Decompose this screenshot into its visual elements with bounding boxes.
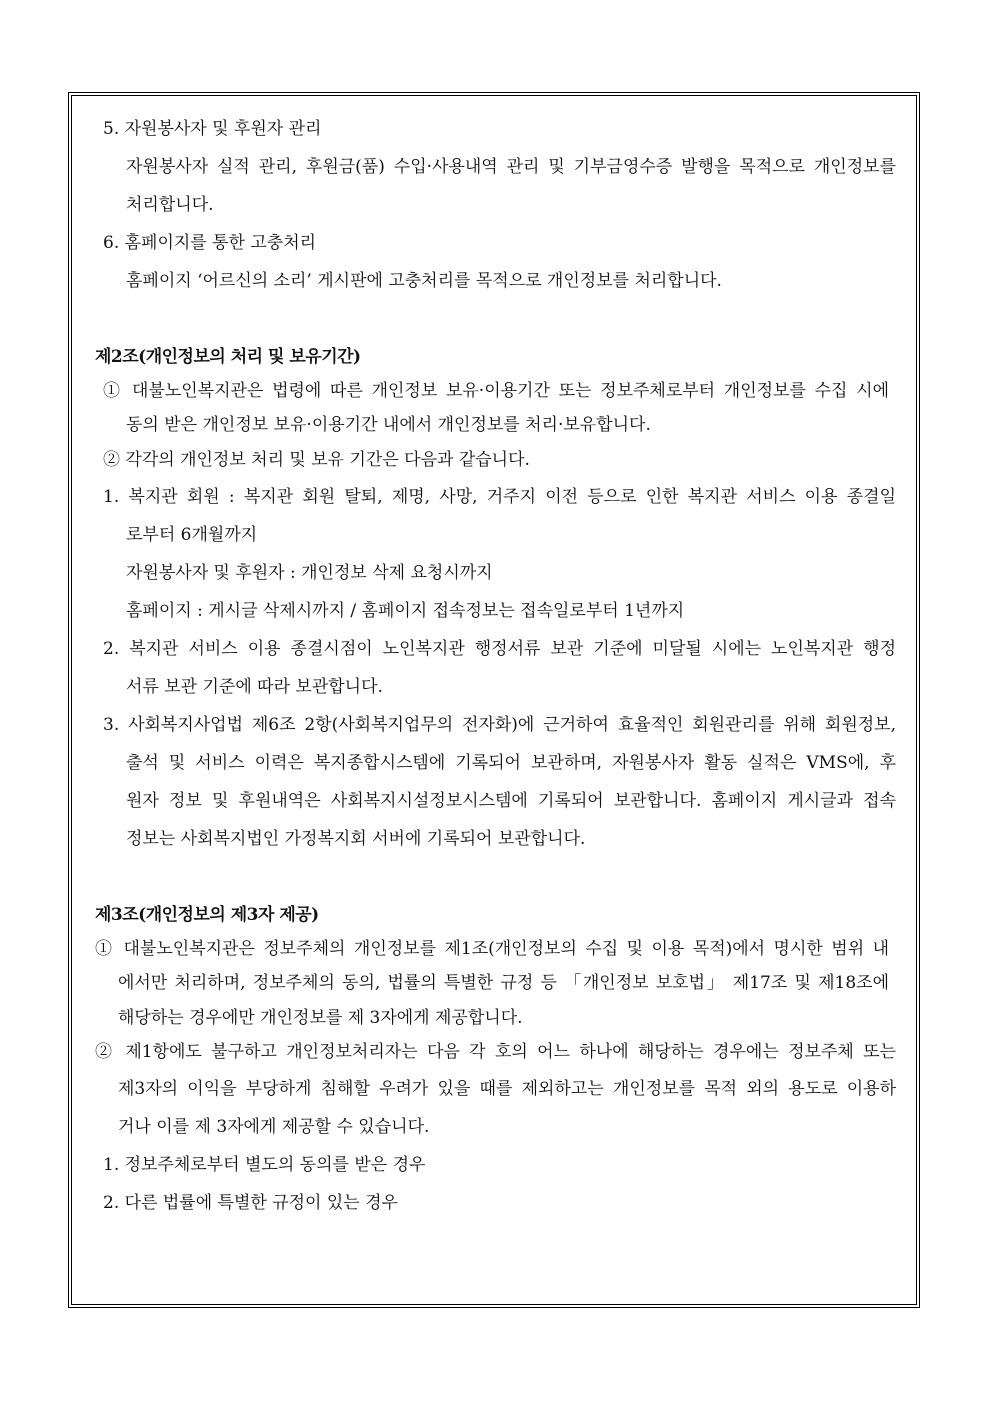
article-2-item-3-line1: 3. 사회복지사업법 제6조 2항(사회복지업무의 전자화)에 근거하여 효율적인 회원관리를 위해 회원정보,: [103, 715, 896, 735]
article-2-item-1-line4: 홈페이지 : 게시글 삭제시까지 / 홈페이지 접속정보는 접속일로부터 1년까지: [126, 601, 685, 621]
item-6-title: 6. 홈페이지를 통한 고충처리: [103, 233, 317, 253]
article-2-item-1-line3: 자원봉사자 및 후원자 : 개인정보 삭제 요청시까지: [126, 563, 493, 583]
article-2-item-2-line1: 2. 복지관 서비스 이용 종결시점이 노인복지관 행정서류 보관 기준에 미달될 시에는 노인복지관 행정: [103, 639, 896, 659]
article-2-heading: 제2조(개인정보의 처리 및 보유기간): [95, 347, 361, 367]
article-2-item-1-line1: 1. 복지관 회원 : 복지관 회원 탈퇴, 제명, 사망, 거주지 이전 등으로 인한 복지관 서비스 이용 종결일: [103, 487, 896, 507]
article-2-item-3-line2: 출석 및 서비스 이력은 복지종합시스템에 기록되어 보관하며, 자원봉사자 활동 실적은 VMS에, 후: [126, 753, 896, 773]
article-2-item-3-line4: 정보는 사회복지법인 가정복지회 서버에 기록되어 보관합니다.: [126, 829, 586, 849]
article-3-item-1: 1. 정보주체로부터 별도의 동의를 받은 경우: [103, 1155, 426, 1175]
article-2-para-1-line2: 동의 받은 개인정보 보유·이용기간 내에서 개인정보를 처리·보유합니다.: [126, 415, 651, 435]
article-2-item-2-line2: 서류 보관 기준에 따라 보관합니다.: [126, 677, 383, 697]
article-3-para-2-line3: 거나 이를 제 3자에게 제공할 수 있습니다.: [118, 1117, 430, 1137]
item-5-title: 5. 자원봉사자 및 후원자 관리: [103, 119, 322, 139]
article-3-para-2-line1: ② 제1항에도 불구하고 개인정보처리자는 다음 각 호의 어느 하나에 해당하는 경우에는 정보주체 또는: [95, 1042, 896, 1062]
item-5-desc-line1: 자원봉사자 실적 관리, 후원금(품) 수입·사용내역 관리 및 기부금영수증 발행을 목적으로 개인정보를: [126, 157, 896, 177]
article-3-para-1-line1: ① 대불노인복지관은 정보주체의 개인정보를 제1조(개인정보의 수집 및 이용 목적)에서 명시한 범위 내: [95, 939, 889, 959]
item-6-desc-line1: 홈페이지 ‘어르신의 소리’ 게시판에 고충처리를 목적으로 개인정보를 처리합니다.: [126, 271, 722, 291]
article-2-item-3-line3: 원자 정보 및 후원내역은 사회복지시설정보시스템에 기록되어 보관합니다. 홈페이지 게시글과 접속: [126, 791, 896, 811]
item-5-desc-line2: 처리합니다.: [126, 195, 214, 215]
article-2-item-1-line2: 로부터 6개월까지: [126, 525, 258, 545]
article-2-para-1-line1: ① 대불노인복지관은 법령에 따른 개인정보 보유·이용기간 또는 정보주체로부터 개인정보를 수집 시에: [103, 381, 889, 401]
article-2-para-2: ② 각각의 개인정보 처리 및 보유 기간은 다음과 같습니다.: [103, 450, 530, 470]
article-3-para-1-line2: 에서만 처리하며, 정보주체의 동의, 법률의 특별한 규정 등 「개인정보 보호법」 제17조 및 제18조에: [118, 973, 889, 993]
article-3-item-2: 2. 다른 법률에 특별한 규정이 있는 경우: [103, 1193, 398, 1213]
article-3-para-2-line2: 제3자의 이익을 부당하게 침해할 우려가 있을 때를 제외하고는 개인정보를 목적 외의 용도로 이용하: [118, 1079, 896, 1099]
article-3-para-1-line3: 해당하는 경우에만 개인정보를 제 3자에게 제공합니다.: [118, 1008, 523, 1028]
article-3-heading: 제3조(개인정보의 제3자 제공): [95, 905, 319, 925]
